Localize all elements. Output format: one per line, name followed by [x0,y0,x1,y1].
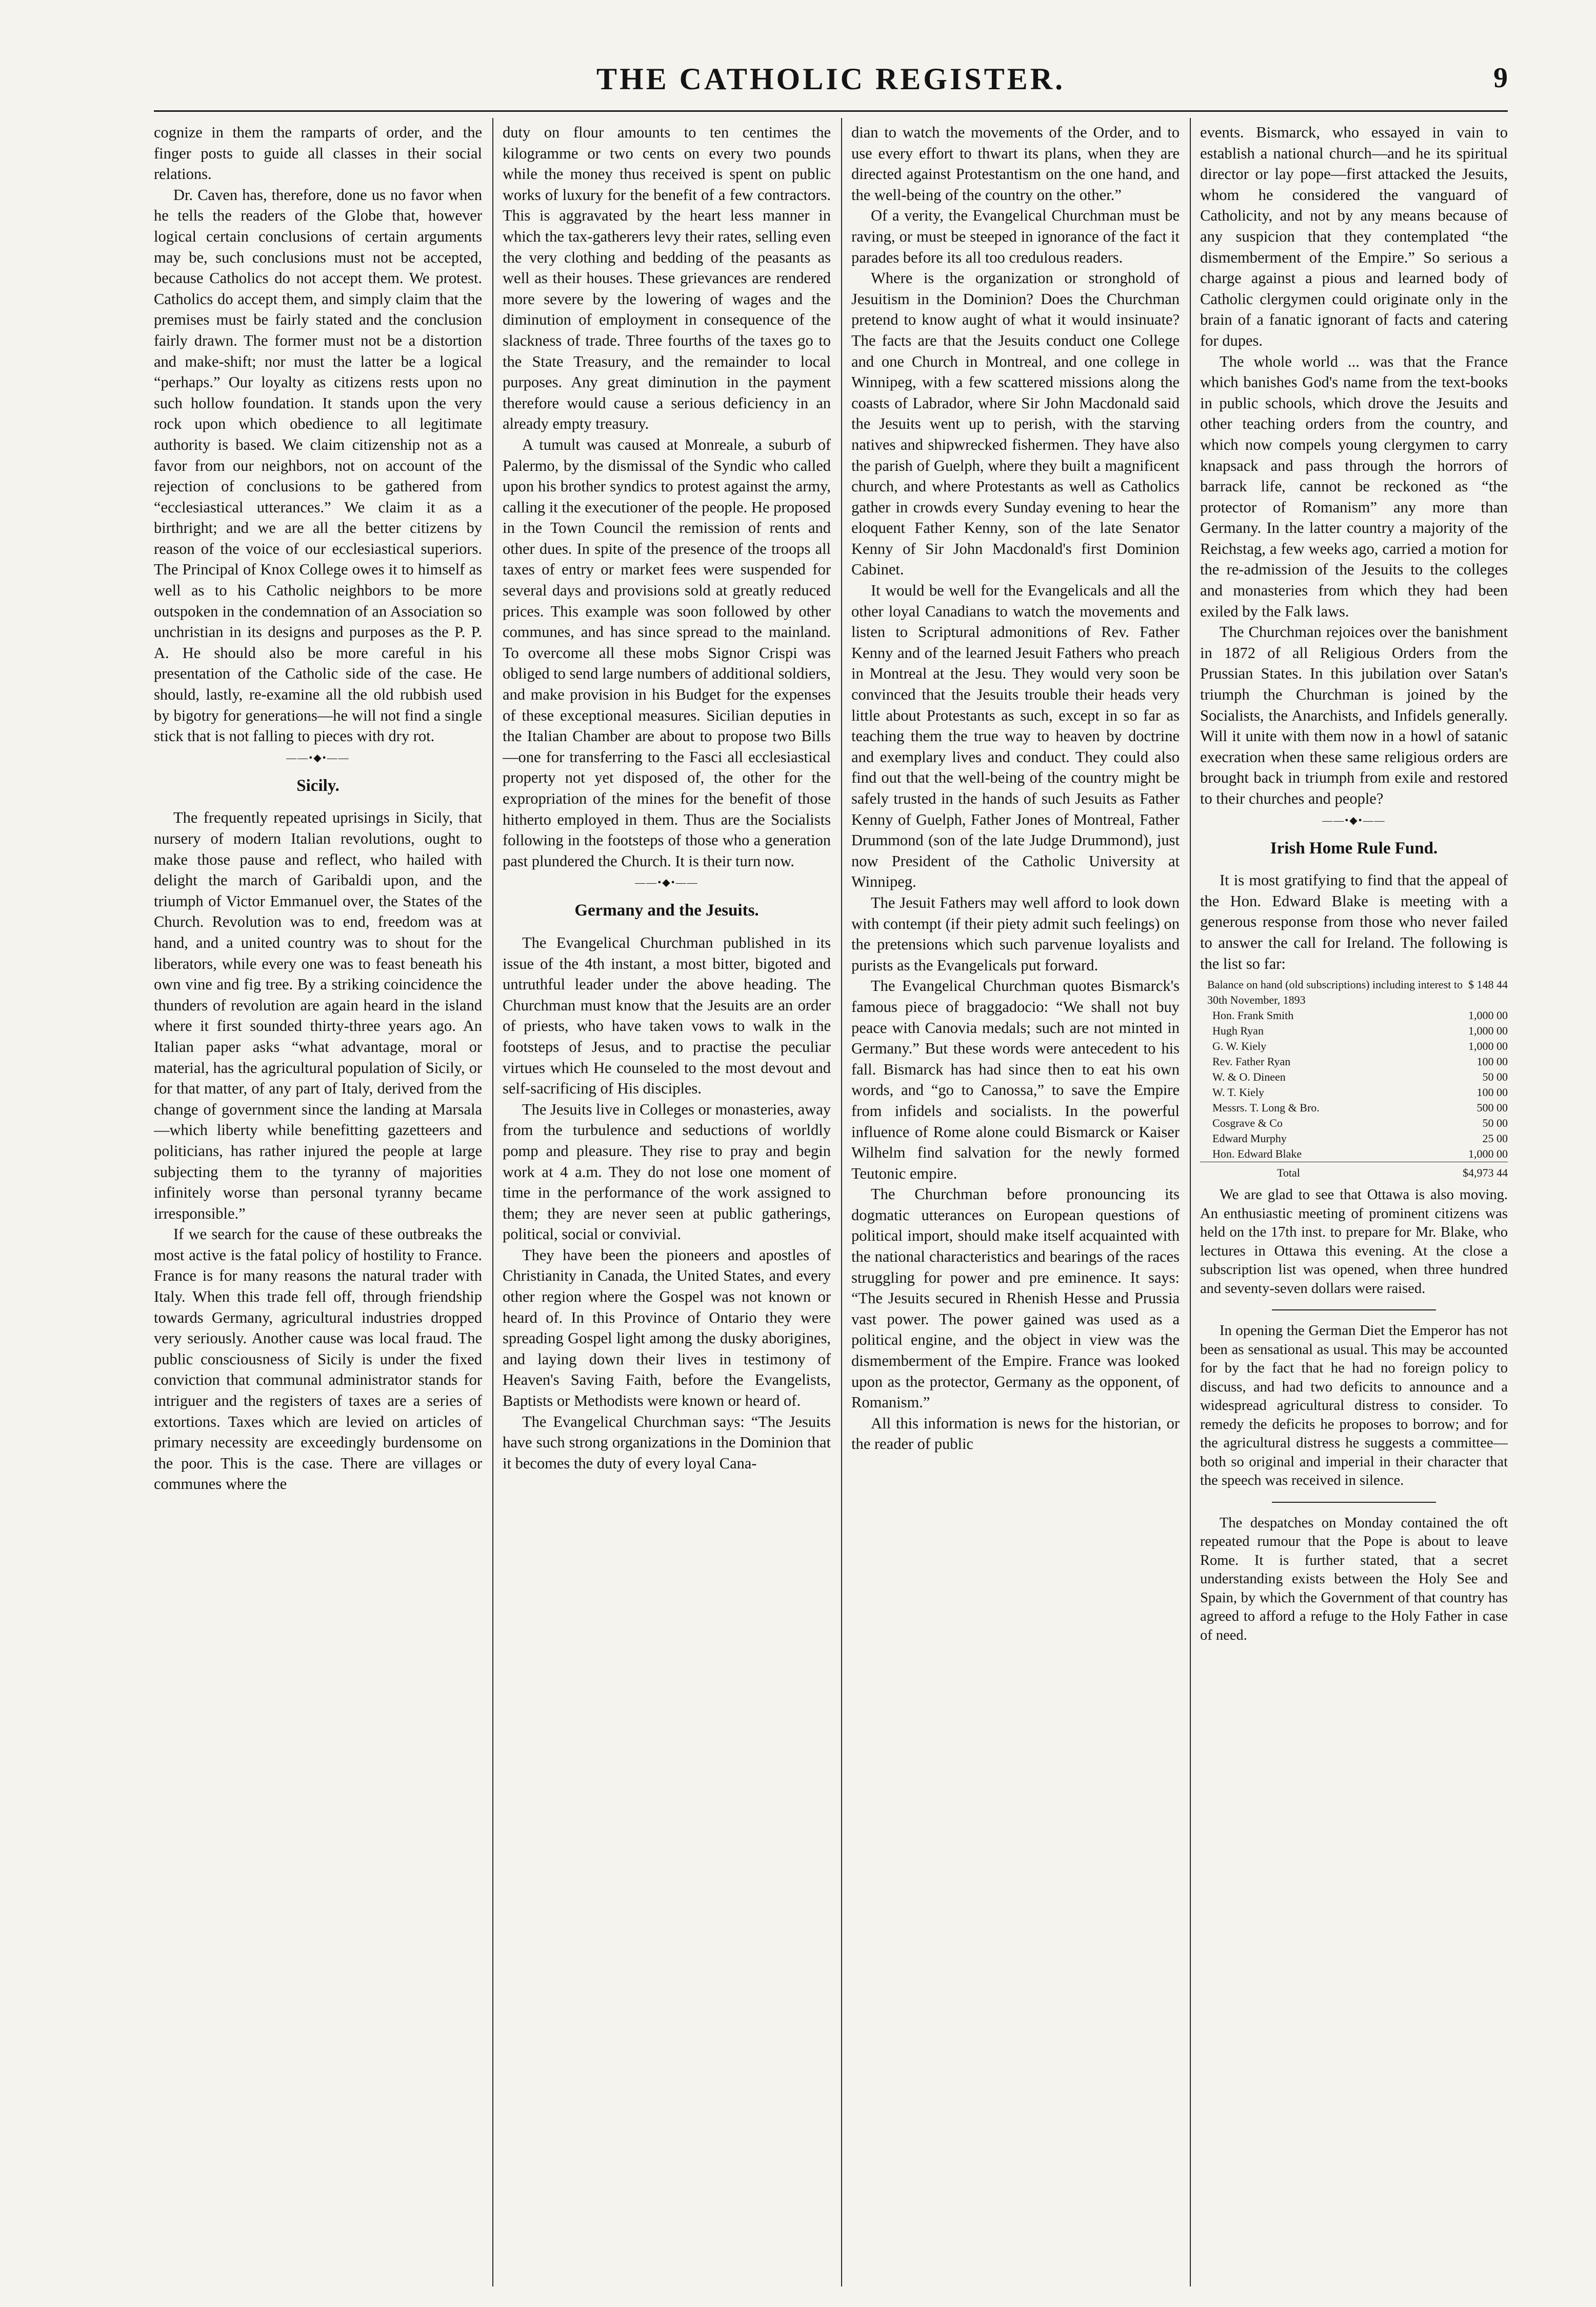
article-paragraph: cognize in them the ramparts of order, and the finger posts to guide all classes in their social relations. [154,124,482,183]
article-paragraph: We are glad to see that Ottawa is also moving. An enthusiastic meeting of prominent citizens was held on the 17th inst. to prepare for Mr. Blake, who lectures in Ottawa this evening. At the close a subscription list was opened, when three hundred and seventy-seven dollars were raised. [1200,1187,1508,1297]
fund-list-row [1200,977,1508,1008]
section-ornament: ——•◆•—— [1322,814,1386,826]
article-paragraph: The Jesuits live in Colleges or monasteries, away from the turbulence and seductions of worldly pomp and pleasure. They rise to pray and begin work at 4 a.m. They do not lose one moment of time in the performance of the work assigned to them; they are never seen at public gatherings, political, social or convivial. [503,1100,831,1243]
donation-amount: 100 00 [1477,1086,1508,1099]
donor-name: Messrs. T. Long & Bro. [1212,1101,1320,1115]
fund-list-row [1200,1023,1508,1039]
total-amount: $4,973 44 [1463,1162,1508,1181]
donor-name: G. W. Kiely [1212,1040,1267,1053]
donation-amount: 50 00 [1482,1070,1508,1084]
fund-list-row [1200,1054,1508,1069]
donor-name: W. & O. Dineen [1212,1070,1286,1084]
donation-amount: 1,000 00 [1468,1147,1508,1161]
article-paragraph: The Evangelical Churchman says: “The Jesuits have such strong organizations in the Dominion that it becomes the duty of every loyal Cana- [503,1413,831,1472]
fund-list-row [1200,1039,1508,1054]
donor-name: Balance on hand (old subscriptions) including interest to 30th November, 1893 [1207,978,1463,1007]
fund-list-row [1200,1085,1508,1100]
column-3 [851,122,1180,2286]
article-paragraph: The whole world ... was that the France which banishes God's name from the text-books in public schools, which drove the Jesuits and other teaching orders from the country, and which now compels young clergymen to carry knapsack and pass through the horrors of barrack life, cannot be reckoned as “the protector of Romanism” any more than Germany. In the latter country a majority of the Reichstag, a few weeks ago, carried a motion for the re-admission of the Jesuits to the colleges and monasteries from which they had been exiled by the Falk laws. [1200,352,1508,620]
article-paragraph: The Jesuit Fathers may well afford to look down with contempt (if their piety admit such feelings) on the pretensions which such parvenue loyalists and purists as the Evangelicals put forward. [851,893,1180,974]
article-heading: Sicily. [296,776,340,795]
column-divider [492,118,493,2286]
article-paragraph: It is most gratifying to find that the appeal of the Hon. Edward Blake is meeting with a generous response from those who never failed to answer the call for Ireland. The following is the list so far: [1200,871,1508,972]
column-2 [503,122,831,2286]
article-paragraph: The Churchman rejoices over the banishment in 1872 of all Religious Orders from the Prussian States. In this jubilation over Satan's triumph the Churchman is joined by the Socialists, the Anarchists, and Infidels generally. Will it unite with them now in a howl of satanic execration when these same religious orders are brought back in triumph from exile and restored to their churches and people? [1200,623,1508,807]
article-paragraph: The despatches on Monday contained the oft repeated rumour that the Pope is about to leave Rome. It is further stated, that a secret understanding exists between the Holy See and Spain, by which the Government of that country has agreed to afford a refuge to the Holy Father in case of need. [1200,1515,1508,1643]
article-paragraph: The Evangelical Churchman quotes Bismarck's famous piece of braggadocio: “We shall not buy peace with Canovia medals; such are not minted in Germany.” But these words were antecedent to his fall. Bismarck has had since then to eat his own words, and “go to Canossa,” to save the Empire from infidels and socialists. In the powerful influence of Rome alone could Bismarck or Kaiser Wilhelm find salvation for the newly formed Teutonic empire. [851,977,1180,1182]
article-paragraph: The Churchman before pronouncing its dogmatic utterances on European questions of political import, should make itself acquainted with the national characteristics and bearings of the races struggling for power and pre eminence. It says: “The Jesuits secured in Rhenish Hesse and Prussia vast power. The power gained was used as a political engine, and the object in view was the dismemberment of the Empire. France was looked upon as the protector, Germany as the opponent, of Romanism.” [851,1185,1180,1411]
section-rule [1272,1502,1436,1503]
section-ornament: ——•◆•—— [635,877,699,889]
donation-amount: 25 00 [1482,1132,1508,1145]
fund-list-table [1200,977,1508,1181]
newspaper-title: THE CATHOLIC REGISTER. [596,62,1066,96]
fund-list-row [1200,1131,1508,1146]
donor-name: Hon. Edward Blake [1212,1147,1302,1161]
article-paragraph: The Evangelical Churchman published in its issue of the 4th instant, a most bitter, bigoted and untruthful leader under the above heading. The Churchman must know that the Jesuits are an order of priests, who have taken vows to walk in the footsteps of Jesus, and to practise the peculiar virtues which He counseled to the most devout and self-sacrificing of His disciples. [503,933,831,1098]
article-heading: Irish Home Rule Fund. [1270,839,1438,858]
page-number: 9 [1493,62,1508,94]
column-4 [1200,122,1508,2286]
donor-name: Edward Murphy [1212,1132,1287,1145]
donation-amount: 1,000 00 [1468,1040,1508,1053]
donation-amount: 1,000 00 [1468,1024,1508,1038]
section-rule [1272,1309,1436,1310]
donation-amount: 50 00 [1482,1117,1508,1130]
article-paragraph: Of a verity, the Evangelical Churchman must be raving, or must be steeped in ignorance of the fact it parades before its all too credulous readers. [851,207,1180,266]
column-1 [154,122,482,2286]
masthead-rule [154,110,1508,112]
donor-name: Rev. Father Ryan [1212,1055,1291,1068]
section-ornament: ——•◆•—— [286,752,350,764]
fund-list-row [1200,1008,1508,1023]
masthead [154,62,1508,118]
article-paragraph: It would be well for the Evangelicals and all the other loyal Canadians to watch the movements and listen to Scriptural admonitions of Rev. Father Kenny and of the learned Jesuit Fathers who preach in Montreal at the Jesu. They would very soon be convinced that the Jesuits trouble their heads very little about Protestants as such, except in so far as teaching them the true way to heaven by doctrine and exemplary lives and conduct. They could also find out that the well-being of the country might be safely trusted in the hands of such Jesuits as Father Kenny of Guelph, Father Jones of Montreal, Father Drummond (son of the late Judge Drummond), just now President of the Catholic University at Winnipeg. [851,582,1180,891]
article-heading: Germany and the Jesuits. [574,901,759,920]
article-paragraph: dian to watch the movements of the Order, and to use every effort to thwart its plans, when they are directed against Protestantism on the one hand, and the well-being of the country on the other.” [851,124,1180,204]
article-paragraph: In opening the German Diet the Emperor has not been as sensational as usual. This may be accounted for by the fact that he had no foreign policy to discuss, and had two deficits to announce and a widespread agricultural distress to consider. To remedy the deficits he proposes to borrow; and for the agricultural distress he suggests a committee—both so original and imperial in their character that the speech was received in silence. [1200,1323,1508,1489]
article-paragraph: events. Bismarck, who essayed in vain to establish a national church—and he its spiritual director or lay pope—first attacked the Jesuits, whom he considered the vanguard of Catholicity, and not by any means because of any suspicion that they contemplated “the dismemberment of the Empire.” So serious a charge against a pious and learned body of Catholic clergymen could originate only in the brain of a fanatic ignorant of facts and catering for dupes. [1200,124,1508,349]
donor-name: W. T. Kiely [1212,1086,1265,1099]
donation-amount: 100 00 [1477,1055,1508,1068]
donor-name: Hugh Ryan [1212,1024,1264,1038]
article-paragraph: duty on flour amounts to ten centimes the kilogramme or two cents on every two pounds while the money thus received is spent on public works of luxury for the benefit of a few contractors. This is aggravated by the heart less manner in which the tax-gatherers levy their rates, selling even the very clothing and bedding of the peasants as well as their houses. These grievances are rendered more severe by the lowering of wages and the diminution of employment in consequence of the slackness of trade. Three fourths of the taxes go to the State Treasury, and the remainder to local purposes. Any great diminution in the payment therefore would cause a serious deficiency in an already empty treasury. [503,124,831,433]
donor-name: Cosgrave & Co [1212,1117,1283,1130]
column-divider [841,118,842,2286]
fund-list-total-row [1200,1162,1508,1181]
fund-list-row [1200,1100,1508,1116]
article-paragraph: A tumult was caused at Monreale, a suburb of Palermo, by the dismissal of the Syndic who called upon his brother syndics to protest against the army, calling it the executioner of the people. He proposed in the Town Council the remission of rents and other dues. In spite of the presence of the troops all taxes of entry or market fees were suspended for several days and provisions sold at greatly reduced prices. This example was soon followed by other communes, and has since spread to the mainland. To overcome all these mobs Signor Crispi was obliged to send large numbers of additional soldiers, and make provision in his Budget for the expenses of these exceptional measures. Sicilian deputies in the Italian Chamber are about to propose two Bills—one for transferring to the Fasci all ecclesiastical property not yet disposed of, the other for the expropriation of the mines for the benefit of those hitherto employed in them. Thus are the Socialists following in the footsteps of those who a generation past plundered the Church. It is their turn now. [503,435,831,870]
article-paragraph: All this information is news for the historian, or the reader of public [851,1414,1180,1453]
fund-list-row [1200,1116,1508,1131]
fund-list-row [1200,1146,1508,1162]
donation-amount: $ 148 44 [1468,978,1508,991]
article-paragraph: Where is the organization or stronghold of Jesuitism in the Dominion? Does the Churchman pretend to know aught of what it would insinuate? The facts are that the Jesuits conduct one College and one Church in Montreal, and one college in Winnipeg, with a few scattered missions along the coasts of Labrador, where Sir John Macdonald said the Jesuits went up to perish, with the starving natives and shipwrecked fishermen. They have also the parish of Guelph, where they built a magnificent church, and where Protestants as well as Catholics gather in crowds every Sunday evening to hear the eloquent Father Kenny, son of the late Senator Kenny of Sir John Macdonald's first Dominion Cabinet. [851,269,1180,579]
total-label: Total [1200,1162,1463,1181]
column-divider [1190,118,1191,2286]
fund-list-row [1200,1069,1508,1085]
donor-name: Hon. Frank Smith [1212,1009,1294,1022]
article-paragraph: If we search for the cause of these outbreaks the most active is the fatal policy of hostility to France. France is for many reasons the natural trader with Italy. When this trade fell off, through friendship towards Germany, agricultural industries dropped very seriously. Another cause was local fraud. The public consciousness of Sicily is under the fixed conviction that communal administrator stands for intriguer and the registers of taxes are a series of extortions. Taxes which are levied on articles of primary necessity are exceedingly burdensome on the poor. This is the case. There are villages or communes where the [154,1225,482,1493]
article-paragraph: Dr. Caven has, therefore, done us no favor when he tells the readers of the Globe that, however logical certain conclusions of certain arguments may be, such conclusions must not be accepted, because Catholics do not accept them. We protest. Catholics do accept them, and simply claim that the premises must be fairly stated and the conclusion fairly drawn. The former must not be a distortion and make-shift; nor must the latter be a logical “perhaps.” Our loyalty as citizens rests upon no such hollow foundation. It stands upon the very rock upon which obedience to all legitimate authority is based. We claim citizenship not as a favor from our neighbors, not on account of the rejection of conclusions to be gathered from “ecclesiastical utterances.” We claim it as a birthright; and we are all the better citizens by reason of the voice of our ecclesiastical superiors. The Principal of Knox College owes it to himself as well as to his Catholic neighbors to be more outspoken in the condemnation of an Association so unchristian in its designs and purposes as the P. P. A. He should also be more careful in his presentation of the Catholic side of the case. He should, lastly, re-examine all the old rubbish used by bigotry for generations—he will not find a single stick that is not falling to pieces with dry rot. [154,186,482,745]
donation-amount: 500 00 [1477,1101,1508,1115]
donation-amount: 1,000 00 [1468,1009,1508,1022]
article-paragraph: They have been the pioneers and apostles of Christianity in Canada, the United States, and every other region where the Gospel was not known or heard of. In this Province of Ontario they were spreading Gospel light among the dusky aborigines, and laying down their lives in testimony of Heaven's Saving Faith, before the Evangelists, Baptists or Methodists were known or heard of. [503,1246,831,1410]
article-paragraph: The frequently repeated uprisings in Sicily, that nursery of modern Italian revolutions, ought to make those pause and reflect, who hailed with delight the march of Garibaldi upon, and the triumph of Victor Emmanuel over, the States of the Church. Revolution was to end, freedom was at hand, and a united country was to shout for the liberators, while every one was to feast beneath his own vine and fig tree. By a striking coincidence the thunders of revolution are again heard in the island where it first sounded thirty-three years ago. An Italian paper asks “what advantage, moral or material, has the agricultural population of Sicily, or for that matter, of any part of Italy, derived from the change of government since the landing at Marsala—which liberty while benefitting gazetteers and politicians, has rather injured the people at large subjecting them to the tyranny of majorities infinitely worse than personal tyranny became irresponsible.” [154,809,482,1222]
